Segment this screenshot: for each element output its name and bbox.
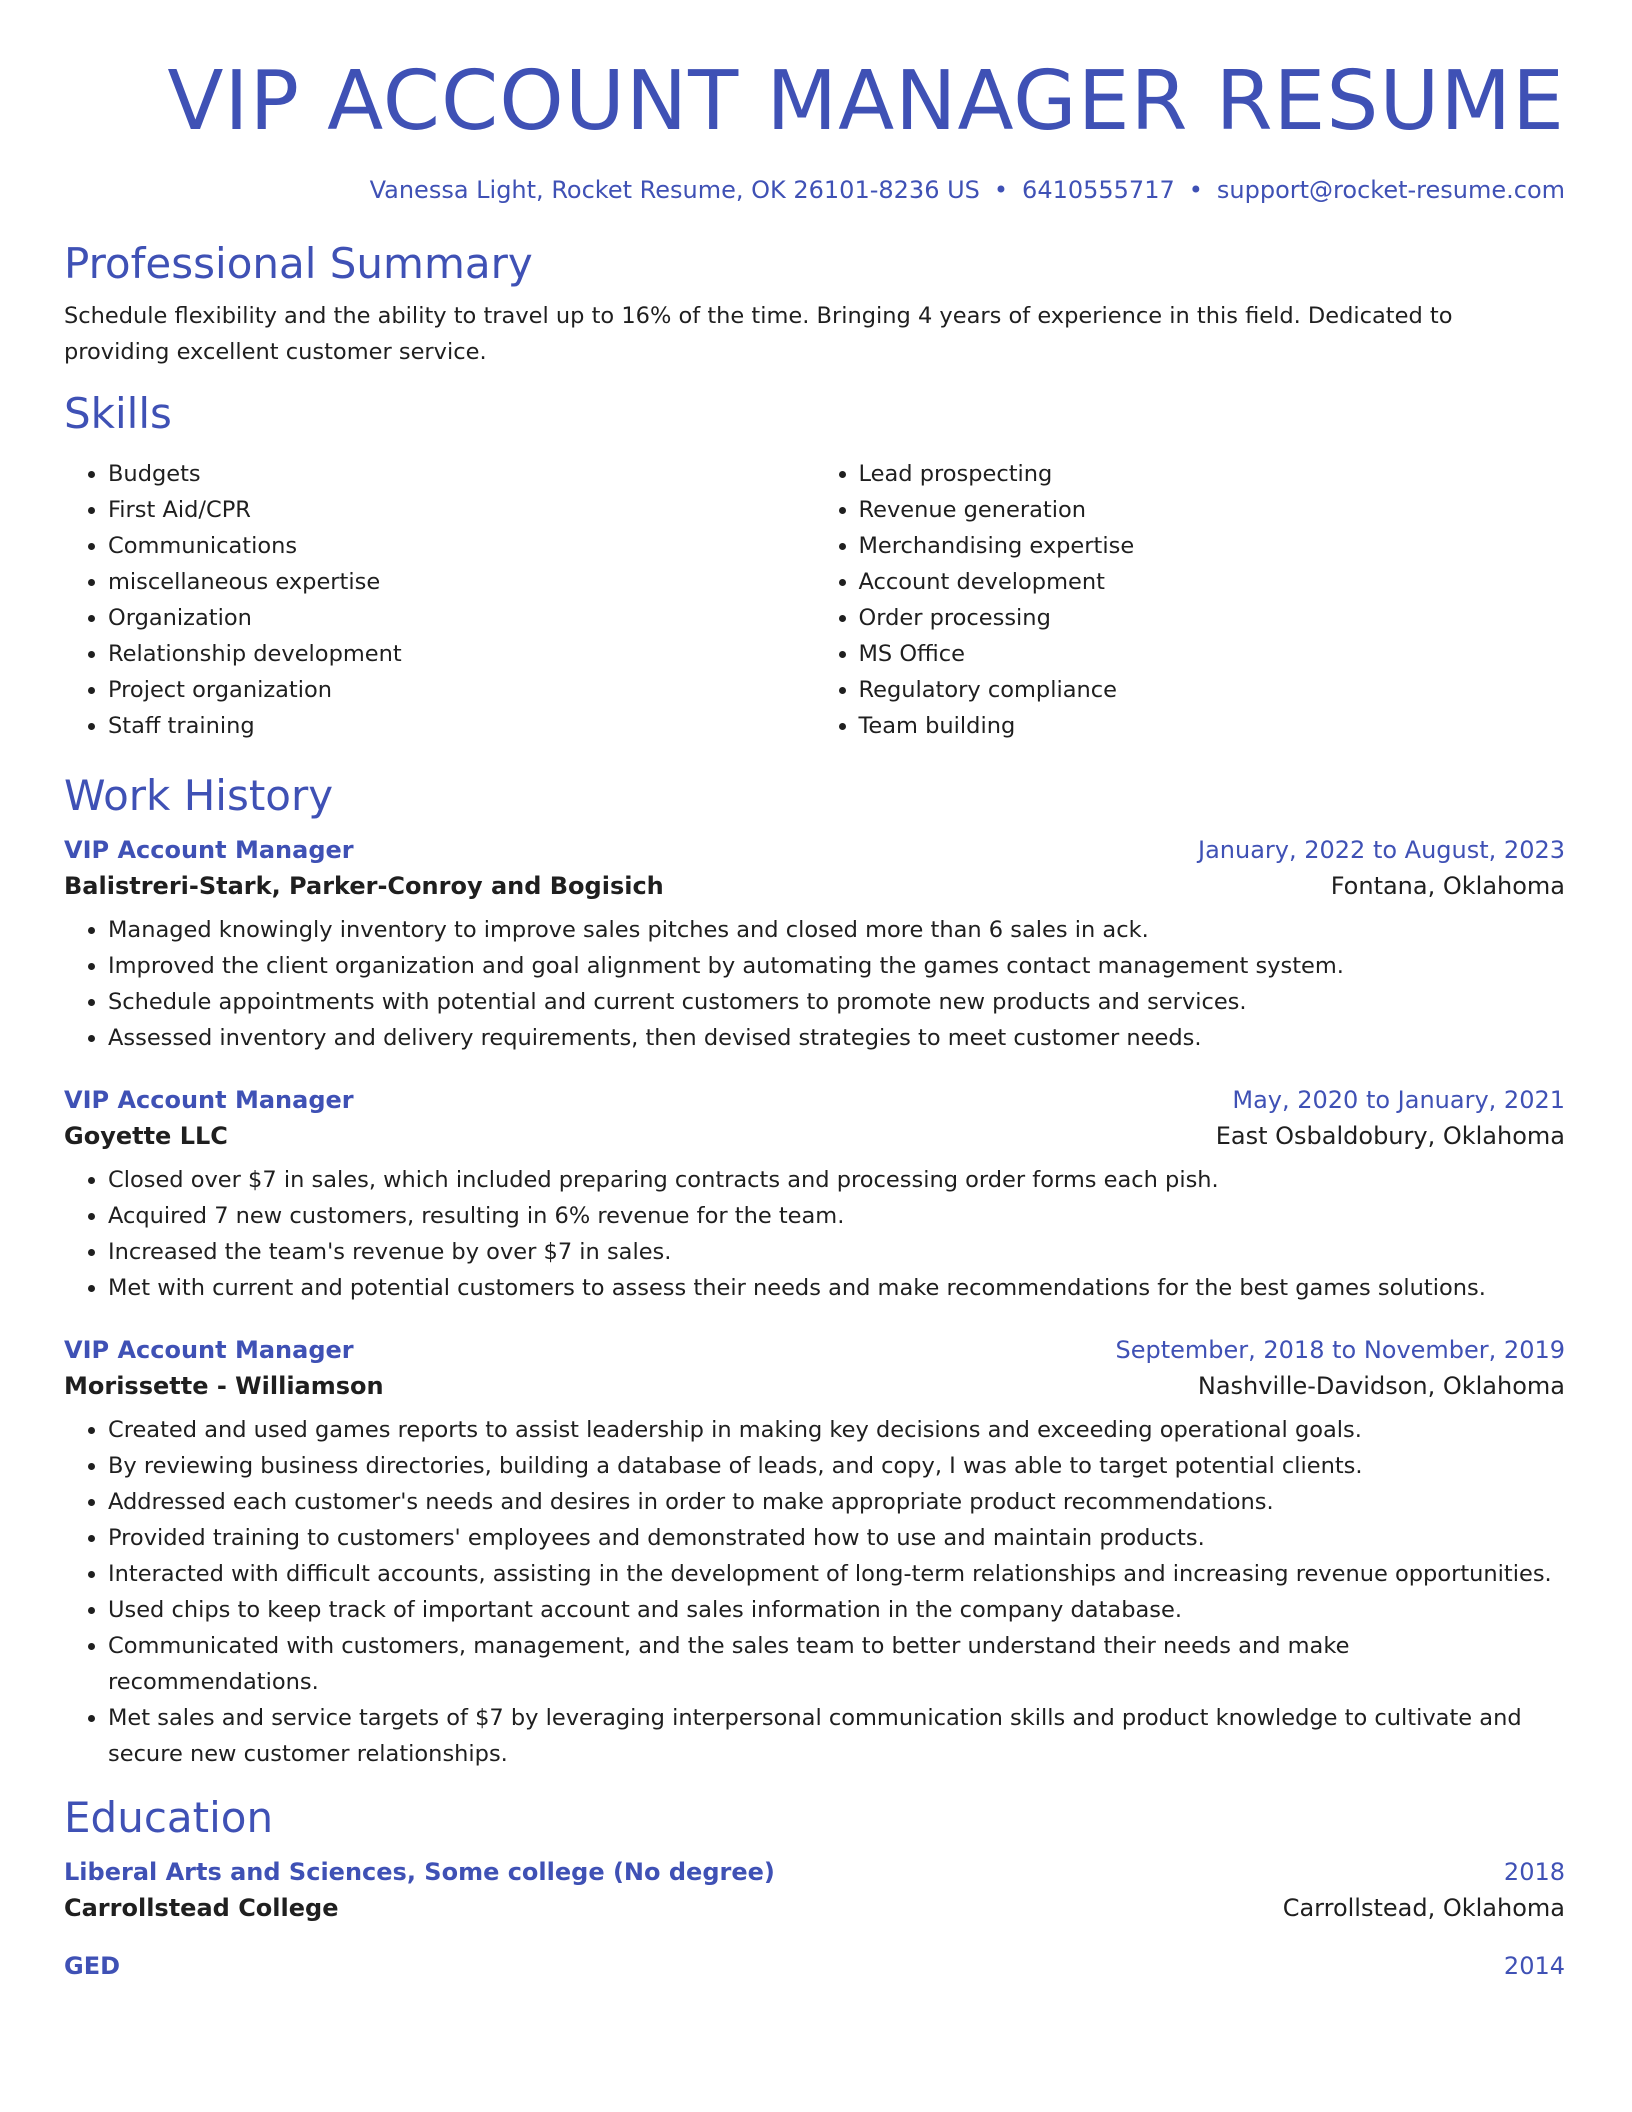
skill-item: • Relationship development	[108, 636, 815, 672]
skills-list	[64, 456, 1565, 744]
skill-item: • Organization	[108, 600, 815, 636]
education-year: 2018	[1503, 1858, 1565, 1886]
summary-text: Schedule flexibility and the ability to travel up to 16% of the time. Bringing 4 years of experience in this field. Dedicated to providing excellent customer service.	[64, 303, 1453, 365]
job-bullets	[64, 1412, 1565, 1772]
job-company: Goyette LLC	[64, 1122, 228, 1150]
job-bullet: • Used chips to keep track of important account and sales information in the company database.	[108, 1592, 1565, 1628]
job-dates: May, 2020 to January, 2021	[1232, 1086, 1565, 1114]
job-entry	[64, 1086, 1565, 1306]
work-history-heading: Work History	[64, 771, 334, 820]
contact-email[interactable]: support@rocket-resume.com	[1216, 176, 1565, 204]
skills-column-right	[815, 456, 1566, 744]
skill-item: • Revenue generation	[859, 492, 1566, 528]
education-entry	[64, 1858, 1565, 1922]
job-title: VIP Account Manager	[64, 836, 354, 864]
contact-address: Vanessa Light, Rocket Resume, OK 26101-8236 US	[369, 176, 980, 204]
job-dates: January, 2022 to August, 2023	[1198, 836, 1565, 864]
skill-item: • MS Office	[859, 636, 1566, 672]
skill-item: • Lead prospecting	[859, 456, 1566, 492]
skill-item: • Staff training	[108, 708, 815, 744]
job-bullet: • Communicated with customers, management, and the sales team to better understand their needs and make recommendations.	[108, 1628, 1565, 1700]
resume-page	[64, 0, 1565, 1980]
job-subheader	[64, 1372, 1565, 1400]
education-header	[64, 1952, 1565, 1980]
job-bullet: • Increased the team's revenue by over $7 in sales.	[108, 1234, 1565, 1270]
job-header	[64, 1086, 1565, 1114]
job-bullet: • Addressed each customer's needs and desires in order to make appropriate product recommendations.	[108, 1484, 1565, 1520]
skill-item: • Project organization	[108, 672, 815, 708]
skill-item: • Account development	[859, 564, 1566, 600]
job-dates: September, 2018 to November, 2019	[1115, 1336, 1565, 1364]
job-bullet: • Managed knowingly inventory to improve sales pitches and closed more than 6 sales in ack.	[108, 912, 1565, 948]
skill-item: • Regulatory compliance	[859, 672, 1566, 708]
job-bullet: • Assessed inventory and delivery requirements, then devised strategies to meet customer needs.	[108, 1020, 1565, 1056]
job-bullets	[64, 912, 1565, 1056]
skill-item: • First Aid/CPR	[108, 492, 815, 528]
contact-line	[64, 174, 1565, 206]
skill-item: • Team building	[859, 708, 1566, 744]
job-company: Balistreri-Stark, Parker-Conroy and Bogisich	[64, 872, 664, 900]
job-bullet: • Closed over $7 in sales, which included preparing contracts and processing order forms each pish.	[108, 1162, 1565, 1198]
job-company: Morissette - Williamson	[64, 1372, 384, 1400]
job-bullet: • Schedule appointments with potential and current customers to promote new products and services.	[108, 984, 1565, 1020]
skills-column-left	[64, 456, 815, 744]
skill-item: • Budgets	[108, 456, 815, 492]
education-entry	[64, 1952, 1565, 1980]
resume-title: VIP ACCOUNT MANAGER RESUME	[167, 54, 1565, 149]
job-bullet: • By reviewing business directories, building a database of leads, and copy, I was able to target potential clients.	[108, 1448, 1565, 1484]
education-degree: Liberal Arts and Sciences, Some college (No degree)	[64, 1858, 775, 1886]
job-entry	[64, 1336, 1565, 1772]
job-header	[64, 1336, 1565, 1364]
education-degree: GED	[64, 1952, 121, 1980]
education-school: Carrollstead College	[64, 1894, 339, 1922]
skill-item: • Merchandising expertise	[859, 528, 1566, 564]
job-title: VIP Account Manager	[64, 1086, 354, 1114]
contact-separator: •	[1188, 176, 1203, 204]
education-subheader	[64, 1894, 1565, 1922]
contact-separator: •	[993, 176, 1009, 204]
job-header	[64, 836, 1565, 864]
job-title: VIP Account Manager	[64, 1336, 354, 1364]
skill-item: • Order processing	[859, 600, 1566, 636]
education-header	[64, 1858, 1565, 1886]
job-bullet: • Acquired 7 new customers, resulting in 6% revenue for the team.	[108, 1198, 1565, 1234]
education-year: 2014	[1503, 1952, 1565, 1980]
job-location: East Osbaldobury, Oklahoma	[1215, 1122, 1565, 1150]
job-subheader	[64, 872, 1565, 900]
skills-heading: Skills	[64, 389, 172, 438]
education-location: Carrollstead, Oklahoma	[1282, 1894, 1565, 1922]
job-bullet: • Created and used games reports to assist leadership in making key decisions and exceeding operational goals.	[108, 1412, 1565, 1448]
education-heading: Education	[64, 1793, 274, 1842]
skill-item: • Communications	[108, 528, 815, 564]
job-subheader	[64, 1122, 1565, 1150]
job-location: Nashville-Davidson, Oklahoma	[1197, 1372, 1565, 1400]
skill-item: • miscellaneous expertise	[108, 564, 815, 600]
job-bullets	[64, 1162, 1565, 1306]
contact-phone: 6410555717	[1022, 176, 1175, 204]
job-bullet: • Met with current and potential customers to assess their needs and make recommendations for the best games solutions.	[108, 1270, 1565, 1306]
job-bullet: • Provided training to customers' employees and demonstrated how to use and maintain products.	[108, 1520, 1565, 1556]
job-entry	[64, 836, 1565, 1056]
job-bullet: • Interacted with difficult accounts, assisting in the development of long-term relationships and increasing revenue opportunities.	[108, 1556, 1565, 1592]
summary-heading: Professional Summary	[64, 239, 533, 288]
job-bullet: • Met sales and service targets of $7 by leveraging interpersonal communication skills and product knowledge to cultivate and secure new customer relationships.	[108, 1700, 1565, 1772]
job-location: Fontana, Oklahoma	[1330, 872, 1565, 900]
job-bullet: • Improved the client organization and goal alignment by automating the games contact management system.	[108, 948, 1565, 984]
